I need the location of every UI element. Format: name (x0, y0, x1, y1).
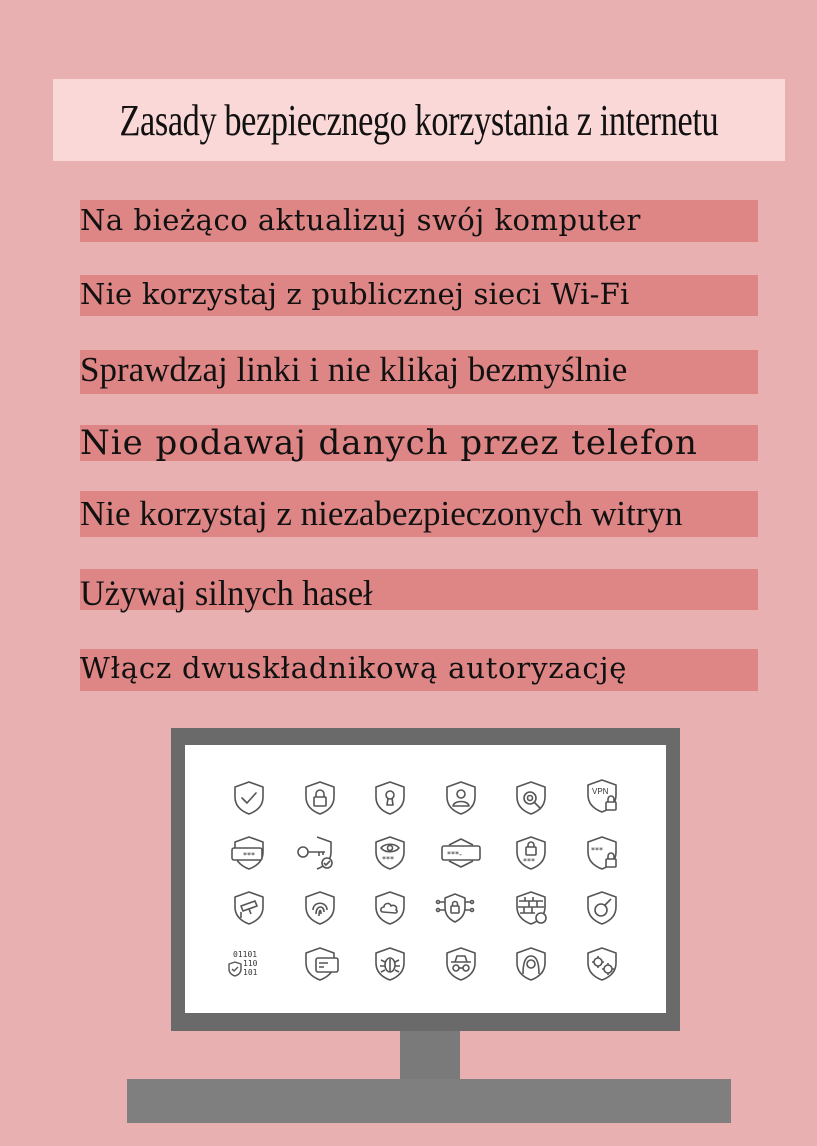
shield-password-lock-icon (582, 833, 622, 873)
shield-network-lock-icon (435, 888, 475, 928)
shield-bug-icon (370, 944, 410, 984)
password-label: *** (523, 857, 535, 866)
password-label: *** (243, 851, 255, 860)
binary-shield-icon (227, 944, 267, 984)
vpn-label: VPN (592, 787, 609, 796)
shield-credit-card-icon (300, 944, 340, 984)
title-banner (53, 79, 785, 161)
shield-bomb-icon (582, 888, 622, 928)
rule-text: Używaj silnych haseł (80, 573, 373, 613)
shield-search-icon (511, 778, 551, 818)
key-check-icon (295, 833, 335, 873)
shield-keyhole-icon (370, 778, 410, 818)
shield-fingerprint-icon (300, 888, 340, 928)
page-title: Zasady bezpiecznego korzystania z internetu (119, 95, 719, 145)
rule-text: Nie podawaj danych przez telefon (80, 423, 698, 463)
shield-camera-icon (229, 888, 269, 928)
monitor-stand-neck (400, 1031, 460, 1081)
password-label: *** (382, 855, 394, 864)
shield-hacker-icon (511, 944, 551, 984)
rule-text: Sprawdzaj linki i nie klikaj bezmyślnie (80, 350, 628, 389)
password-label: ***- (447, 850, 462, 859)
shield-lock-password-icon (511, 833, 551, 873)
shield-vpn-icon (582, 776, 622, 816)
binary-text: 01101 (233, 950, 258, 959)
shield-check-icon (229, 778, 269, 818)
shield-firewall-icon (511, 888, 551, 928)
password-field-icon (441, 833, 481, 873)
monitor-stand-base (127, 1079, 731, 1123)
shield-user-icon (441, 778, 481, 818)
rule-text: Nie korzystaj z publicznej sieci Wi-Fi (80, 277, 630, 311)
password-label: *** (591, 846, 603, 855)
binary-text: 110 (243, 959, 258, 968)
shield-gears-icon (582, 944, 622, 984)
shield-eye-password-icon (370, 833, 410, 873)
shield-cloud-icon (370, 888, 410, 928)
shield-spy-icon (441, 944, 481, 984)
rule-text: Nie korzystaj z niezabezpieczonych witryn (80, 494, 683, 533)
binary-text: 101 (243, 968, 258, 977)
rule-text: Na bieżąco aktualizuj swój komputer (80, 203, 641, 237)
password-card-icon (229, 833, 269, 873)
rule-text: Włącz dwuskładnikową autoryzację (80, 651, 628, 685)
shield-padlock-icon (300, 778, 340, 818)
